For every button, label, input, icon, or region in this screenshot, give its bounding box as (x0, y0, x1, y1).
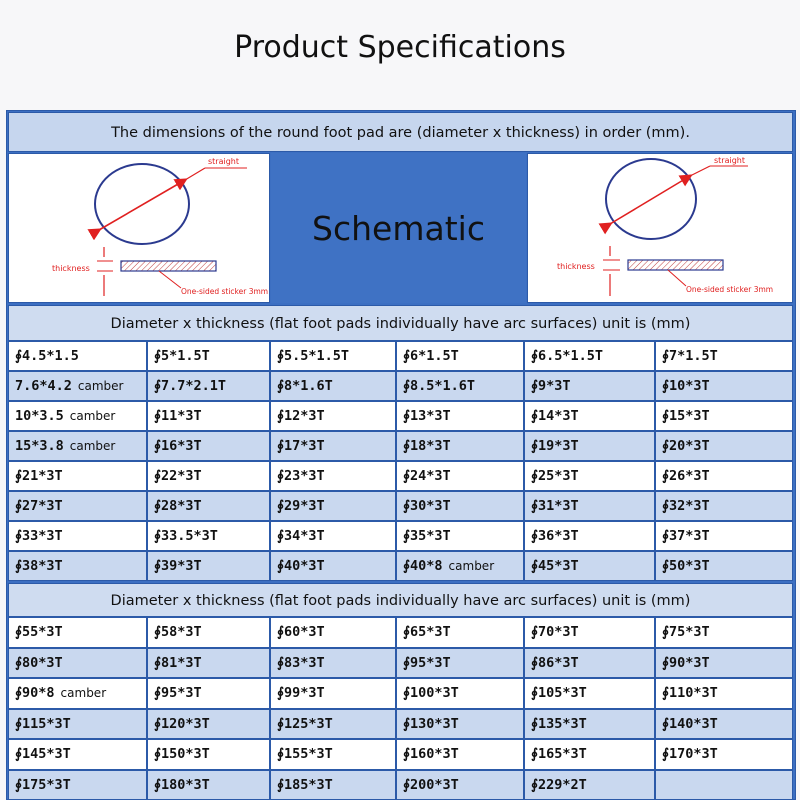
size-value: ∮23*3T (277, 468, 325, 484)
schematic-diagram-left (8, 153, 270, 303)
table-cell (147, 491, 270, 521)
size-value: ∮31*3T (531, 498, 579, 514)
size-value: ∮170*3T (662, 746, 718, 763)
size-value: ∮130*3T (403, 715, 459, 732)
size-value: ∮6.5*1.5T (531, 348, 604, 364)
size-value: 10*3.5 (15, 408, 64, 424)
size-value: ∮17*3T (277, 438, 325, 454)
table-cell (147, 401, 270, 431)
size-value: ∮125*3T (277, 715, 333, 732)
size-value: ∮81*3T (154, 654, 202, 671)
table-cell (270, 491, 396, 521)
table-cell (396, 648, 524, 679)
size-value: ∮24*3T (403, 468, 451, 484)
thickness-label: thickness (52, 264, 90, 273)
size-value: ∮33*3T (15, 528, 63, 544)
table-cell (8, 401, 147, 431)
size-value: ∮19*3T (531, 438, 579, 454)
size-value: ∮58*3T (154, 624, 202, 641)
size-value: ∮5.5*1.5T (277, 348, 350, 364)
size-value: ∮21*3T (15, 468, 63, 484)
table-cell (655, 551, 793, 581)
table-cell (396, 739, 524, 770)
size-value: ∮11*3T (154, 408, 202, 424)
table-cell (655, 491, 793, 521)
table-cell (8, 770, 147, 800)
size-table-2 (8, 617, 793, 800)
table-cell (270, 709, 396, 740)
size-value: ∮160*3T (403, 746, 459, 763)
table-cell (147, 678, 270, 709)
table-cell (524, 461, 655, 491)
table-cell (396, 341, 524, 371)
size-value: ∮27*3T (15, 498, 63, 514)
table-cell (270, 371, 396, 401)
table-cell (8, 371, 147, 401)
table-cell (270, 551, 396, 581)
size-value: ∮90*8 (15, 685, 55, 702)
size-value: ∮7.7*2.1T (154, 378, 227, 394)
table-cell (8, 431, 147, 461)
size-value: ∮7*1.5T (662, 348, 718, 364)
camber-note: camber (69, 439, 116, 453)
table-cell (270, 521, 396, 551)
table-cell (147, 617, 270, 648)
size-value: ∮90*3T (662, 654, 710, 671)
size-value: ∮4.5*1.5 (15, 348, 79, 364)
table-cell (8, 648, 147, 679)
table-cell (655, 739, 793, 770)
schematic-diagram-right (527, 153, 793, 303)
table-cell (270, 739, 396, 770)
size-value: ∮22*3T (154, 468, 202, 484)
size-value: ∮20*3T (662, 438, 710, 454)
table-cell (8, 521, 147, 551)
straight-label: straight (208, 157, 240, 166)
table-cell (524, 617, 655, 648)
table-cell (655, 341, 793, 371)
size-value: ∮45*3T (531, 558, 579, 574)
size-value: ∮145*3T (15, 746, 71, 763)
table-cell (655, 371, 793, 401)
size-value: ∮32*3T (662, 498, 710, 514)
size-value: ∮39*3T (154, 558, 202, 574)
size-value: ∮50*3T (662, 558, 710, 574)
sticker-label: One-sided sticker 3mm (181, 287, 269, 296)
table-cell (270, 648, 396, 679)
table-cell (147, 431, 270, 461)
table-cell (147, 648, 270, 679)
table-cell (524, 709, 655, 740)
table-cell (524, 491, 655, 521)
camber-note: camber (69, 409, 116, 423)
size-value: ∮83*3T (277, 654, 325, 671)
size-value: ∮29*3T (277, 498, 325, 514)
table-cell (8, 461, 147, 491)
size-value: ∮5*1.5T (154, 348, 210, 364)
table-cell (524, 739, 655, 770)
size-value: ∮180*3T (154, 776, 210, 793)
size-value: ∮60*3T (277, 624, 325, 641)
size-value: ∮33.5*3T (154, 528, 218, 544)
size-value: ∮200*3T (403, 776, 459, 793)
size-value: ∮185*3T (277, 776, 333, 793)
table-cell (270, 461, 396, 491)
table-cell (147, 371, 270, 401)
size-value: ∮105*3T (531, 685, 587, 702)
size-value: ∮10*3T (662, 378, 710, 394)
size-value: ∮12*3T (277, 408, 325, 424)
size-value: ∮95*3T (403, 654, 451, 671)
size-value: ∮229*2T (531, 776, 587, 793)
table-cell (147, 770, 270, 800)
table-cell (396, 770, 524, 800)
table-cell (655, 648, 793, 679)
table-cell (270, 431, 396, 461)
schematic-label: Schematic (271, 153, 526, 303)
table-cell (396, 431, 524, 461)
size-value: ∮16*3T (154, 438, 202, 454)
table-cell (524, 770, 655, 800)
camber-note: camber (448, 559, 495, 573)
table-cell (8, 491, 147, 521)
table-cell (524, 341, 655, 371)
table-cell (524, 551, 655, 581)
table-cell (655, 678, 793, 709)
size-value: ∮175*3T (15, 776, 71, 793)
size-value: ∮34*3T (277, 528, 325, 544)
table-cell (524, 431, 655, 461)
size-value: ∮165*3T (531, 746, 587, 763)
table-cell (396, 371, 524, 401)
size-value: ∮15*3T (662, 408, 710, 424)
table-cell (655, 431, 793, 461)
size-value: ∮99*3T (277, 685, 325, 702)
size-value: ∮8*1.6T (277, 378, 333, 394)
size-value: ∮13*3T (403, 408, 451, 424)
size-value: ∮18*3T (403, 438, 451, 454)
table-cell (655, 461, 793, 491)
table-cell (8, 739, 147, 770)
table-cell (147, 709, 270, 740)
camber-note: camber (60, 686, 107, 701)
table-cell (524, 648, 655, 679)
size-value: ∮140*3T (662, 715, 718, 732)
size-value: ∮115*3T (15, 715, 71, 732)
table-cell (396, 461, 524, 491)
size-value: ∮9*3T (531, 378, 571, 394)
table-cell (8, 617, 147, 648)
table-cell (396, 521, 524, 551)
size-table-1 (8, 341, 793, 581)
size-value: ∮36*3T (531, 528, 579, 544)
section-band-1: Diameter x thickness (flat foot pads individually have arc surfaces) unit is (mm) (8, 305, 793, 341)
size-value: ∮100*3T (403, 685, 459, 702)
size-value: ∮40*3T (277, 558, 325, 574)
size-value: ∮155*3T (277, 746, 333, 763)
table-cell (147, 521, 270, 551)
table-cell (396, 678, 524, 709)
size-value: ∮65*3T (403, 624, 451, 641)
size-value: ∮40*8 (403, 558, 443, 574)
size-value: ∮55*3T (15, 624, 63, 641)
table-cell (270, 678, 396, 709)
camber-note: camber (77, 379, 124, 393)
table-cell (270, 341, 396, 371)
size-value: ∮86*3T (531, 654, 579, 671)
size-value: ∮35*3T (403, 528, 451, 544)
table-cell (655, 521, 793, 551)
table-cell (8, 341, 147, 371)
table-cell (524, 678, 655, 709)
table-cell (524, 521, 655, 551)
size-value: ∮75*3T (662, 624, 710, 641)
size-value: ∮135*3T (531, 715, 587, 732)
size-value: ∮8.5*1.6T (403, 378, 476, 394)
size-value: ∮80*3T (15, 654, 63, 671)
table-cell (270, 770, 396, 800)
size-value: ∮14*3T (531, 408, 579, 424)
table-cell (147, 739, 270, 770)
table-cell (655, 709, 793, 740)
table-cell (270, 401, 396, 431)
size-value: ∮120*3T (154, 715, 210, 732)
page-title: Product Specifications (234, 30, 566, 65)
table-cell (396, 709, 524, 740)
size-value: ∮25*3T (531, 468, 579, 484)
size-value: ∮70*3T (531, 624, 579, 641)
table-cell (396, 401, 524, 431)
size-value: ∮6*1.5T (403, 348, 459, 364)
table-cell (396, 617, 524, 648)
table-cell (396, 551, 524, 581)
size-value: ∮37*3T (662, 528, 710, 544)
table-cell (655, 770, 793, 800)
size-value: ∮30*3T (403, 498, 451, 514)
table-cell (655, 401, 793, 431)
size-value: ∮95*3T (154, 685, 202, 702)
table-cell (270, 617, 396, 648)
thickness-label: thickness (557, 262, 595, 271)
table-cell (396, 491, 524, 521)
size-value: ∮26*3T (662, 468, 710, 484)
size-value: ∮150*3T (154, 746, 210, 763)
table-cell (8, 709, 147, 740)
table-cell (8, 678, 147, 709)
table-cell (147, 461, 270, 491)
size-value: ∮38*3T (15, 558, 63, 574)
size-value: ∮28*3T (154, 498, 202, 514)
circle-shape (95, 164, 189, 244)
table-cell (147, 341, 270, 371)
size-value: 7.6*4.2 (15, 378, 72, 394)
table-cell (524, 401, 655, 431)
table-cell (147, 551, 270, 581)
size-value: ∮110*3T (662, 685, 718, 702)
table-cell (524, 371, 655, 401)
table-cell (8, 551, 147, 581)
straight-label: straight (714, 156, 746, 165)
sticker-label: One-sided sticker 3mm (686, 285, 774, 294)
section-band-2: Diameter x thickness (flat foot pads individually have arc surfaces) unit is (mm) (8, 583, 793, 617)
header-band: The dimensions of the round foot pad are (diameter x thickness) in order (mm). (8, 112, 793, 152)
table-cell (655, 617, 793, 648)
size-value: 15*3.8 (15, 438, 64, 454)
